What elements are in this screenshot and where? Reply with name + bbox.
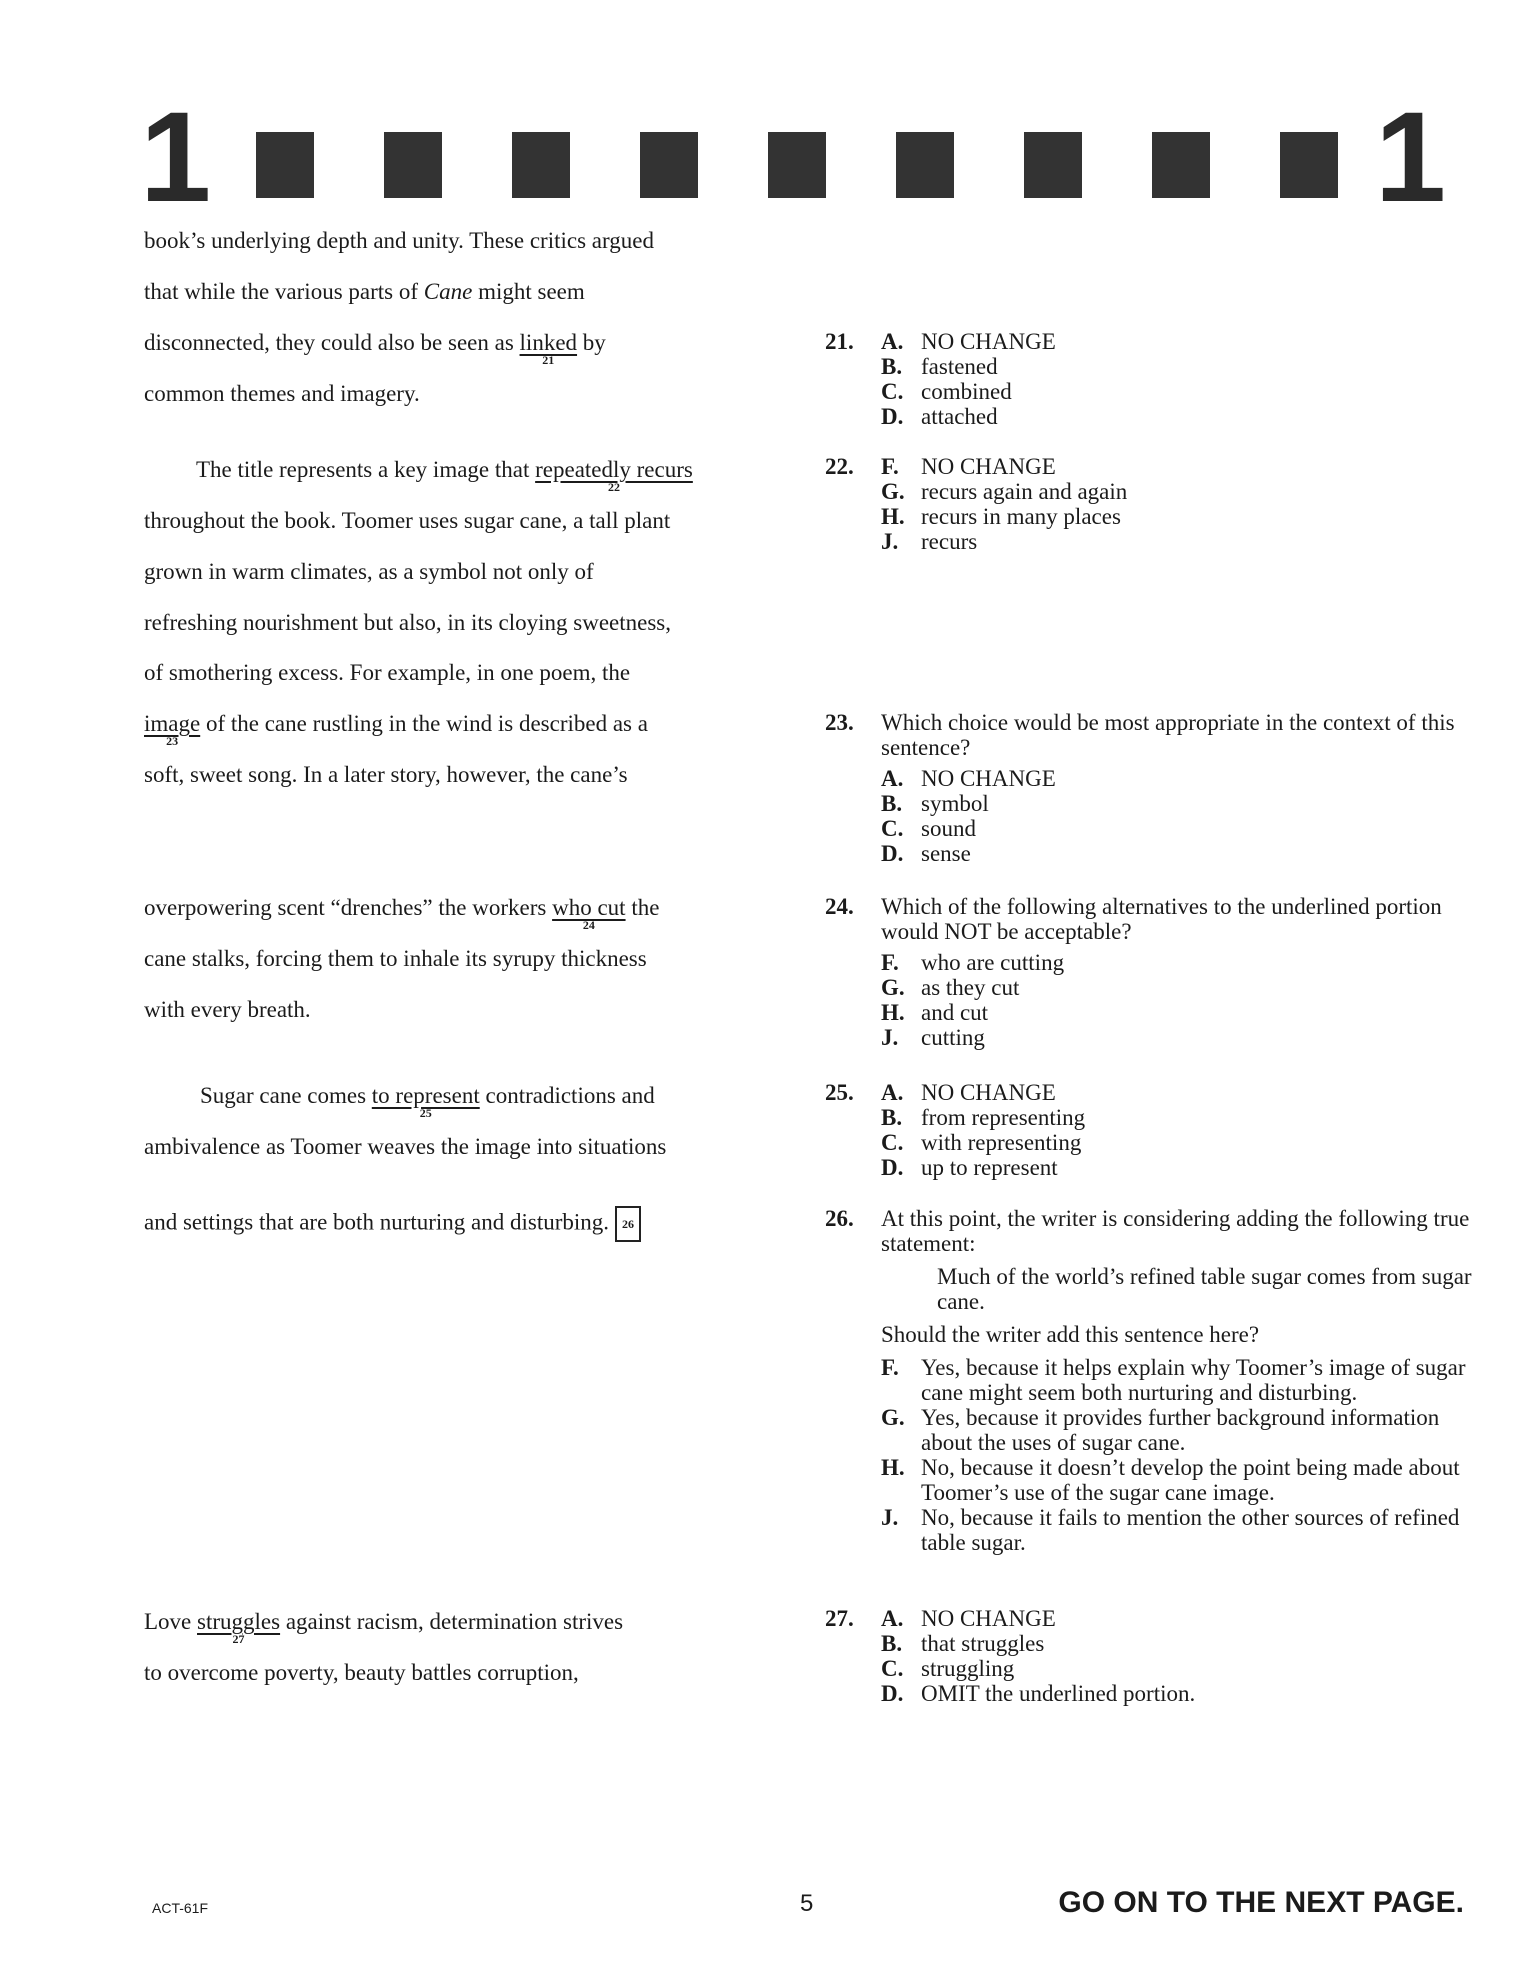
- header-square: [512, 132, 570, 198]
- option-j[interactable]: J. cutting: [881, 1025, 985, 1050]
- passage-line: Sugar cane comes to represent 25 contradictions and: [200, 1083, 655, 1120]
- passage-line: grown in warm climates, as a symbol not only of: [144, 559, 594, 584]
- header-square: [384, 132, 442, 198]
- options-list: [881, 1355, 1475, 1555]
- underlined-portion-22[interactable]: repeatedly recurs 22: [535, 457, 693, 494]
- passage-line: with every breath.: [144, 997, 311, 1022]
- passage-line: common themes and imagery.: [144, 381, 420, 406]
- option-c[interactable]: C. sound: [881, 816, 976, 841]
- question-number: 27.: [825, 1606, 854, 1631]
- question-number: 25.: [825, 1080, 854, 1105]
- question-25: [825, 1080, 1475, 1180]
- passage-line: of smothering excess. For example, in one poem, the: [144, 660, 631, 685]
- question-number: 22.: [825, 454, 854, 479]
- question-ref-25: 25: [419, 1106, 432, 1120]
- passage-line: cane stalks, forcing them to inhale its syrupy thickness: [144, 946, 647, 971]
- question-number: 24.: [825, 894, 854, 919]
- underlined-portion-21[interactable]: linked 21: [519, 330, 578, 367]
- question-box-26[interactable]: 26: [615, 1206, 641, 1242]
- passage-line: image 23 of the cane rustling in the wind is described as a: [144, 711, 648, 748]
- header-square: [1280, 132, 1338, 198]
- header-square: [256, 132, 314, 198]
- option-j[interactable]: J. recurs: [881, 529, 978, 554]
- passage-line: to overcome poverty, beauty battles corruption,: [144, 1660, 579, 1685]
- question-ref-27: 27: [232, 1632, 245, 1646]
- options-list: [881, 454, 1475, 554]
- question-stem: Which of the following alternatives to the underlined portion would NOT be acceptable?: [881, 894, 1442, 944]
- question-number: 23.: [825, 710, 854, 735]
- option-h[interactable]: H. and cut: [881, 1000, 989, 1025]
- question-stem: At this point, the writer is considering adding the following true statement:: [881, 1206, 1470, 1256]
- question-23: [825, 710, 1475, 866]
- question-21: [825, 329, 1475, 429]
- option-h[interactable]: H. No, because it doesn’t develop the point being made about Toomer’s use of the sugar cane image.: [881, 1455, 1460, 1505]
- next-page-instruction: GO ON TO THE NEXT PAGE.: [1058, 1886, 1464, 1919]
- header-square: [1024, 132, 1082, 198]
- options-list: [881, 1080, 1475, 1180]
- question-prompt: Should the writer add this sentence here?: [881, 1322, 1260, 1347]
- section-header: [140, 86, 1446, 229]
- question-ref-23: 23: [166, 734, 179, 748]
- passage-line: and settings that are both nurturing and disturbing. 26: [144, 1206, 641, 1242]
- option-b[interactable]: B. fastened: [881, 354, 998, 379]
- underlined-portion-23[interactable]: image 23: [144, 711, 201, 748]
- question-stem: Which choice would be most appropriate in the context of this sentence?: [881, 710, 1455, 760]
- option-d[interactable]: D. up to represent: [881, 1155, 1058, 1180]
- option-b[interactable]: B. that struggles: [881, 1631, 1045, 1656]
- option-f[interactable]: F. Yes, because it helps explain why Toomer’s image of sugar cane might seem both nurturing and disturbing.: [881, 1355, 1466, 1405]
- passage-line: book’s underlying depth and unity. These critics argued: [144, 228, 654, 253]
- option-a[interactable]: A. NO CHANGE: [881, 766, 1056, 791]
- passage-line: ambivalence as Toomer weaves the image into situations: [144, 1134, 667, 1159]
- option-j[interactable]: J. No, because it fails to mention the other sources of refined table sugar.: [881, 1505, 1460, 1555]
- options-list: [881, 950, 1475, 1050]
- option-g[interactable]: G. Yes, because it provides further background information about the uses of sugar cane.: [881, 1405, 1440, 1455]
- option-g[interactable]: G. recurs again and again: [881, 479, 1128, 504]
- passage-line: throughout the book. Toomer uses sugar cane, a tall plant: [144, 508, 671, 533]
- option-d[interactable]: D. OMIT the underlined portion.: [881, 1681, 1196, 1706]
- option-c[interactable]: C. with representing: [881, 1130, 1082, 1155]
- proposed-sentence: Much of the world’s refined table sugar comes from sugar cane.: [937, 1264, 1472, 1314]
- question-24: [825, 894, 1475, 1050]
- passage-line: refreshing nourishment but also, in its cloying sweetness,: [144, 610, 672, 635]
- question-ref-22: 22: [607, 480, 620, 494]
- question-22: [825, 454, 1475, 554]
- option-c[interactable]: C. combined: [881, 379, 1012, 404]
- question-ref-21: 21: [542, 353, 555, 367]
- underlined-portion-27[interactable]: struggles 27: [197, 1609, 281, 1646]
- option-f[interactable]: F. who are cutting: [881, 950, 1065, 975]
- section-number-right: 1: [1374, 86, 1446, 229]
- option-a[interactable]: A. NO CHANGE: [881, 329, 1056, 354]
- option-h[interactable]: H. recurs in many places: [881, 504, 1121, 529]
- option-d[interactable]: D. attached: [881, 404, 998, 429]
- question-number: 21.: [825, 329, 854, 354]
- passage-line: overpowering scent “drenches” the workers who cut 24 the: [144, 895, 660, 932]
- option-a[interactable]: A. NO CHANGE: [881, 1080, 1056, 1105]
- question-number: 26.: [825, 1206, 854, 1231]
- option-a[interactable]: A. NO CHANGE: [881, 1606, 1056, 1631]
- header-square: [1152, 132, 1210, 198]
- header-square: [768, 132, 826, 198]
- option-g[interactable]: G. as they cut: [881, 975, 1020, 1000]
- question-26: [825, 1206, 1475, 1555]
- passage-line: that while the various parts of Cane might seem: [144, 279, 585, 304]
- question-ref-24: 24: [582, 918, 595, 932]
- passage-line: Love struggles 27 against racism, determination strives: [144, 1609, 624, 1646]
- option-c[interactable]: C. struggling: [881, 1656, 1015, 1681]
- option-b[interactable]: B. from representing: [881, 1105, 1086, 1130]
- option-b[interactable]: B. symbol: [881, 791, 989, 816]
- option-f[interactable]: F. NO CHANGE: [881, 454, 1056, 479]
- section-number-left: 1: [140, 86, 212, 229]
- question-27: [825, 1606, 1475, 1706]
- options-list: [881, 1606, 1475, 1706]
- passage-line: disconnected, they could also be seen as linked 21 by: [144, 330, 606, 367]
- passage-line: The title represents a key image that repeatedly recurs 22: [196, 457, 693, 494]
- header-square: [640, 132, 698, 198]
- page-number: 5: [800, 1890, 814, 1917]
- form-code: ACT-61F: [152, 1900, 209, 1916]
- underlined-portion-24[interactable]: who cut 24: [552, 895, 626, 932]
- passage-line: soft, sweet song. In a later story, however, the cane’s: [144, 762, 628, 787]
- option-d[interactable]: D. sense: [881, 841, 971, 866]
- options-list: [881, 766, 1475, 866]
- options-list: [881, 329, 1475, 429]
- header-square: [896, 132, 954, 198]
- underlined-portion-25[interactable]: to represent 25: [371, 1083, 480, 1120]
